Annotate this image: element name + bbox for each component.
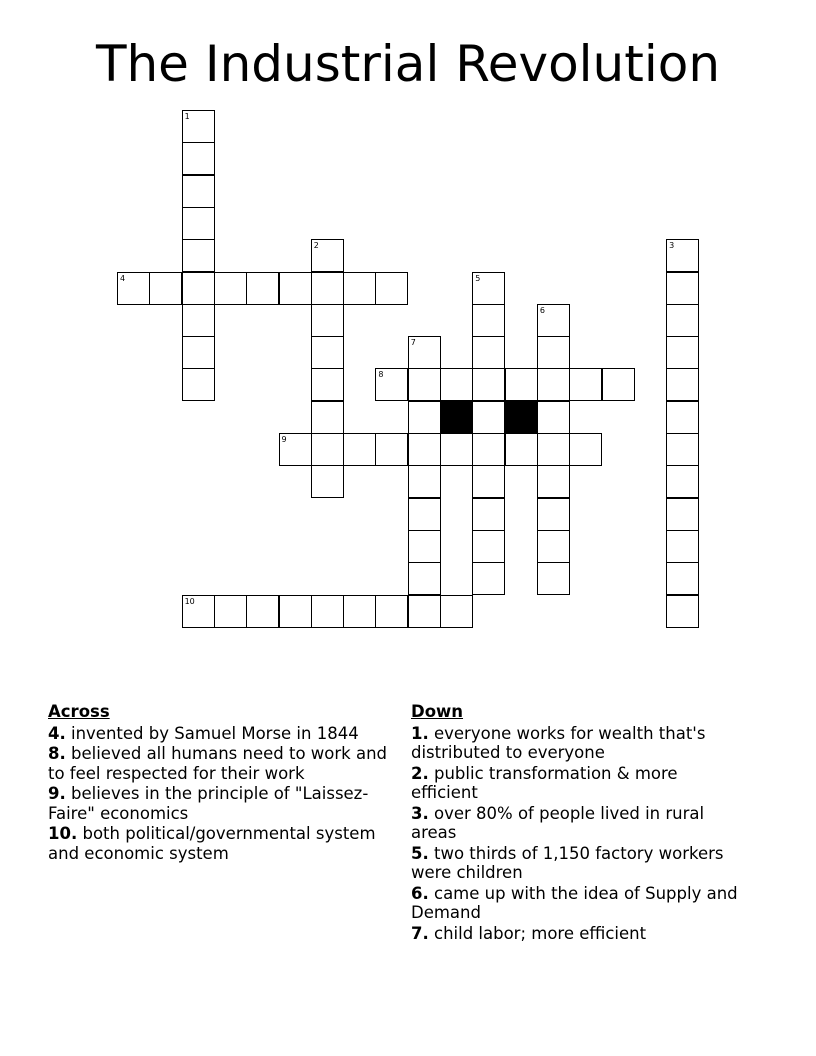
- clue-down-5: [411, 844, 741, 883]
- down-clues: [411, 702, 741, 944]
- grid-cell[interactable]: [408, 498, 441, 531]
- grid-cell[interactable]: [182, 595, 215, 628]
- grid-cell[interactable]: [311, 401, 344, 434]
- grid-cell[interactable]: [666, 239, 699, 272]
- grid-cell[interactable]: [537, 433, 570, 466]
- grid-cell[interactable]: [569, 433, 602, 466]
- clue-down-3: [411, 804, 741, 843]
- grid-cell[interactable]: [472, 368, 505, 401]
- grid-cell[interactable]: [666, 336, 699, 369]
- grid-cell[interactable]: [311, 433, 344, 466]
- grid-cell[interactable]: [182, 207, 215, 240]
- grid-cell[interactable]: [279, 595, 312, 628]
- grid-cell[interactable]: [440, 433, 473, 466]
- clue-number: 2.: [411, 763, 429, 783]
- cell-number: 9: [281, 435, 287, 444]
- grid-cell[interactable]: [440, 368, 473, 401]
- page-title: The Industrial Revolution: [95, 35, 721, 93]
- clue-number: 6.: [411, 883, 429, 903]
- clue-text: came up with the idea of Supply and Demand: [411, 883, 738, 922]
- grid-cell[interactable]: [375, 272, 408, 305]
- grid-cell[interactable]: [472, 530, 505, 563]
- clue-text: over 80% of people lived in rural areas: [411, 803, 705, 842]
- grid-cell[interactable]: [182, 336, 215, 369]
- grid-cell[interactable]: [408, 433, 441, 466]
- cell-number: 5: [475, 273, 481, 283]
- cell-number: 8: [378, 370, 384, 380]
- grid-cell[interactable]: [408, 401, 441, 434]
- grid-cell[interactable]: [117, 272, 150, 305]
- grid-cell[interactable]: [666, 465, 699, 498]
- grid-cell[interactable]: [375, 433, 408, 466]
- clue-number: 4.: [48, 723, 66, 743]
- clue-down-1: [411, 724, 741, 763]
- grid-cell[interactable]: [408, 336, 441, 369]
- grid-cell[interactable]: [537, 530, 570, 563]
- down-heading: Down: [411, 702, 464, 721]
- grid-cell[interactable]: [279, 272, 312, 305]
- grid-cell[interactable]: [311, 368, 344, 401]
- clue-across-4: [48, 724, 388, 744]
- grid-cell[interactable]: [472, 336, 505, 369]
- grid-cell[interactable]: [375, 595, 408, 628]
- clue-text: believes in the principle of "Laissez-Faire" economics: [48, 784, 369, 823]
- grid-cell[interactable]: [472, 304, 505, 337]
- clue-number: 5.: [411, 843, 429, 863]
- cell-number: 7: [410, 338, 416, 348]
- grid-cell[interactable]: [666, 562, 699, 595]
- cell-number: 2: [313, 241, 319, 251]
- grid-cell[interactable]: [246, 595, 279, 628]
- grid-cell[interactable]: [408, 465, 441, 498]
- grid-cell[interactable]: [408, 595, 441, 628]
- grid-cell[interactable]: [666, 304, 699, 337]
- clue-number: 3.: [411, 803, 429, 823]
- clue-text: believed all humans need to work and to feel respected for their work: [48, 744, 388, 783]
- grid-cell[interactable]: [666, 401, 699, 434]
- grid-cell[interactable]: [375, 368, 408, 401]
- across-heading: Across: [48, 702, 110, 721]
- grid-cell[interactable]: [214, 595, 247, 628]
- clue-text: invented by Samuel Morse in 1844: [65, 723, 359, 743]
- clue-number: 10.: [48, 824, 78, 843]
- grid-cell[interactable]: [311, 465, 344, 498]
- grid-cell[interactable]: [343, 595, 376, 628]
- clue-across-8: [48, 744, 388, 783]
- grid-cell[interactable]: [311, 272, 344, 305]
- clue-text: public transformation & more efficient: [411, 763, 678, 802]
- grid-cell[interactable]: [408, 368, 441, 401]
- grid-cell[interactable]: [149, 272, 182, 305]
- grid-cell[interactable]: [666, 595, 699, 628]
- grid-cell[interactable]: [666, 498, 699, 531]
- clue-down-6: [411, 884, 741, 923]
- grid-cell[interactable]: [182, 304, 215, 337]
- cell-number: 4: [120, 273, 126, 283]
- grid-cell[interactable]: [182, 368, 215, 401]
- grid-cell[interactable]: [666, 368, 699, 401]
- grid-cell[interactable]: [537, 465, 570, 498]
- grid-cell[interactable]: [472, 498, 505, 531]
- cell-number: 1: [184, 112, 190, 121]
- grid-cell[interactable]: [472, 562, 505, 595]
- grid-cell[interactable]: [472, 465, 505, 498]
- grid-cell[interactable]: [311, 336, 344, 369]
- cell-number: 3: [669, 241, 675, 251]
- clue-across-9: [48, 784, 388, 823]
- clue-number: 9.: [48, 784, 66, 803]
- grid-cell[interactable]: [472, 433, 505, 466]
- clue-text: two thirds of 1,150 factory workers were children: [411, 843, 724, 882]
- grid-cell[interactable]: [472, 272, 505, 305]
- cell-number: 6: [539, 305, 545, 315]
- grid-cell[interactable]: [246, 272, 279, 305]
- grid-cell[interactable]: [343, 433, 376, 466]
- grid-cell[interactable]: [408, 562, 441, 595]
- grid-cell[interactable]: [537, 368, 570, 401]
- black-cell: [440, 401, 473, 434]
- clue-number: 7.: [411, 923, 429, 943]
- clue-down-2: [411, 764, 741, 803]
- grid-cell[interactable]: [408, 530, 441, 563]
- grid-cell[interactable]: [537, 401, 570, 434]
- grid-cell[interactable]: [311, 595, 344, 628]
- grid-cell[interactable]: [537, 562, 570, 595]
- grid-cell[interactable]: [569, 368, 602, 401]
- grid-cell[interactable]: [440, 595, 473, 628]
- black-cell: [505, 401, 538, 434]
- grid-cell[interactable]: [182, 239, 215, 272]
- grid-cell[interactable]: [182, 110, 215, 143]
- clue-text: everyone works for wealth that's distributed to everyone: [411, 723, 706, 762]
- clue-number: 1.: [411, 723, 429, 743]
- grid-cell[interactable]: [602, 368, 635, 401]
- grid-cell[interactable]: [343, 272, 376, 305]
- grid-cell[interactable]: [214, 272, 247, 305]
- grid-cell[interactable]: [505, 368, 538, 401]
- grid-cell[interactable]: [472, 401, 505, 434]
- clue-text: both political/governmental system and economic system: [48, 824, 376, 863]
- grid-cell[interactable]: [182, 175, 215, 208]
- grid-cell[interactable]: [666, 433, 699, 466]
- cell-number: 10: [184, 596, 195, 606]
- across-clues: [48, 702, 388, 864]
- clue-number: 8.: [48, 744, 66, 763]
- grid-cell[interactable]: [666, 272, 699, 305]
- grid-cell[interactable]: [279, 433, 312, 466]
- grid-cell[interactable]: [311, 239, 344, 272]
- clue-across-10: [48, 824, 388, 863]
- grid-cell[interactable]: [666, 530, 699, 563]
- grid-cell[interactable]: [311, 304, 344, 337]
- grid-cell[interactable]: [537, 304, 570, 337]
- clue-text: child labor; more efficient: [428, 923, 647, 943]
- grid-cell[interactable]: [505, 433, 538, 466]
- grid-cell[interactable]: [537, 336, 570, 369]
- grid-cell[interactable]: [182, 272, 215, 305]
- grid-cell[interactable]: [182, 142, 215, 175]
- clue-down-7: [411, 924, 741, 944]
- grid-cell[interactable]: [537, 498, 570, 531]
